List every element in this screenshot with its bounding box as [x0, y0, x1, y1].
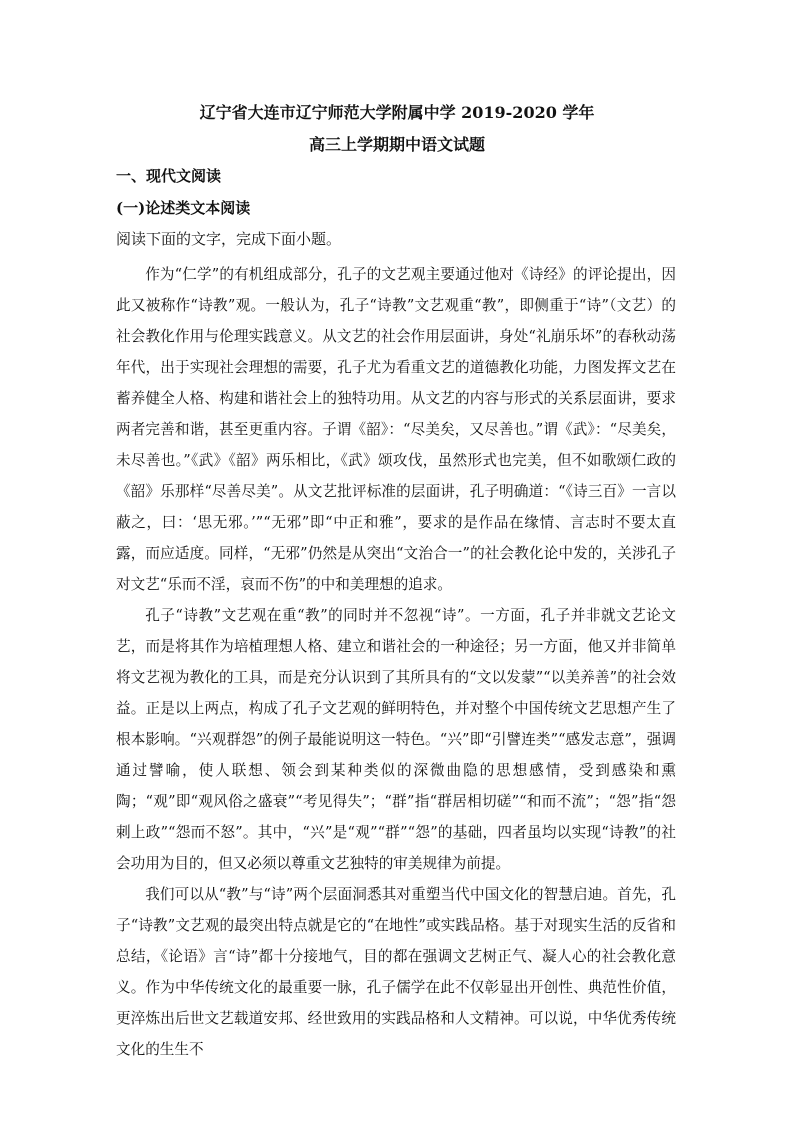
paragraph: 我们可以从“教”与“诗”两个层面洞悉其对重塑当代中国文化的智慧启迪。首先，孔子“诗教”文艺观的最突出特点就是它的“在地性”或实践品格。基于对现实生活的反省和总结，《论语》言“诗”都十分接地气，目的都在强调文艺树正气、凝人心的社会教化意义。作为中华传统文化的最重要一脉，孔子儒学在此不仅彰显出开创性、典范性价值，更淬炼出后世文艺载道安邦、经世致用的实践品格和人文精神。可以说，中华优秀传统文化的生生不: [116, 886, 676, 1058]
document-title: 辽宁省大连市辽宁师范大学附属中学 2019-2020 学年: [199, 103, 595, 122]
article-body: [116, 259, 676, 1065]
paragraph: 孔子“诗教”文艺观在重“教”的同时并不忽视“诗”。一方面，孔子并非就文艺论文艺，而是将其作为培植理想人格、建立和谐社会的一种途径；另一方面，他又并非简单将文艺视为教化的工具，而是充分认识到了其所具有的“文以发蒙”“以美养善”的社会效益。正是以上两点，构成了孔子文艺观的鲜明特色，并对整个中国传统文艺思想产生了根本影响。“兴观群怨”的例子最能说明这一特色。“兴”即“引譬连类”“感发志意”，强调通过譬喻，使人联想、领会到某种类似的深微曲隐的思想感情，受到感染和熏陶；“观”即“观风俗之盛衰”“考见得失”；“群”指“群居相切磋”“和而不流”；“怨”指“怨刺上政”“怨而不怒”。其中，“兴”是“观”“群”“怨”的基础，四者虽均以实现“诗教”的社会功用为目的，但又必须以尊重文艺独特的审美规律为前提。: [116, 607, 676, 872]
paragraph: 作为“仁学”的有机组成部分，孔子的文艺观主要通过他对《诗经》的评论提出，因此又被称作“诗教”观。一般认为，孔子“诗教”文艺观重“教”，即侧重于“诗”（文艺）的社会教化作用与伦理实践意义。从文艺的社会作用层面讲，身处“礼崩乐坏”的春秋动荡年代，出于实现社会理想的需要，孔子尤为看重文艺的道德教化功能，力图发挥文艺在蓄养健全人格、构建和谐社会上的独特功用。从文艺的内容与形式的关系层面讲，要求两者完善和谐，甚至更重内容。子谓《韶》：“尽美矣，又尽善也。”谓《武》：“尽美矣，未尽善也。”《武》《韶》两乐相比，《武》颂攻伐，虽然形式也完美，但不如歌颂仁政的《韶》乐那样“尽善尽美”。从文艺批评标准的层面讲，孔子明确道：“《诗三百》一言以蔽之，曰：‘思无邪。’”“无邪”即“中正和雅”，要求的是作品在缘情、言志时不要太直露，而应适度。同样，“无邪”仍然是从突出“文治合一”的社会教化论中发的，关涉孔子对文艺“乐而不淫，哀而不伤”的中和美理想的追求。: [116, 266, 676, 593]
document-subtitle: 高三上学期期中语文试题: [308, 135, 485, 154]
instruction-text: 阅读下面的文字，完成下面小题。: [116, 230, 342, 248]
section-heading: 一、现代文阅读: [116, 167, 222, 185]
subsection-heading: (一)论述类文本阅读: [116, 199, 251, 217]
